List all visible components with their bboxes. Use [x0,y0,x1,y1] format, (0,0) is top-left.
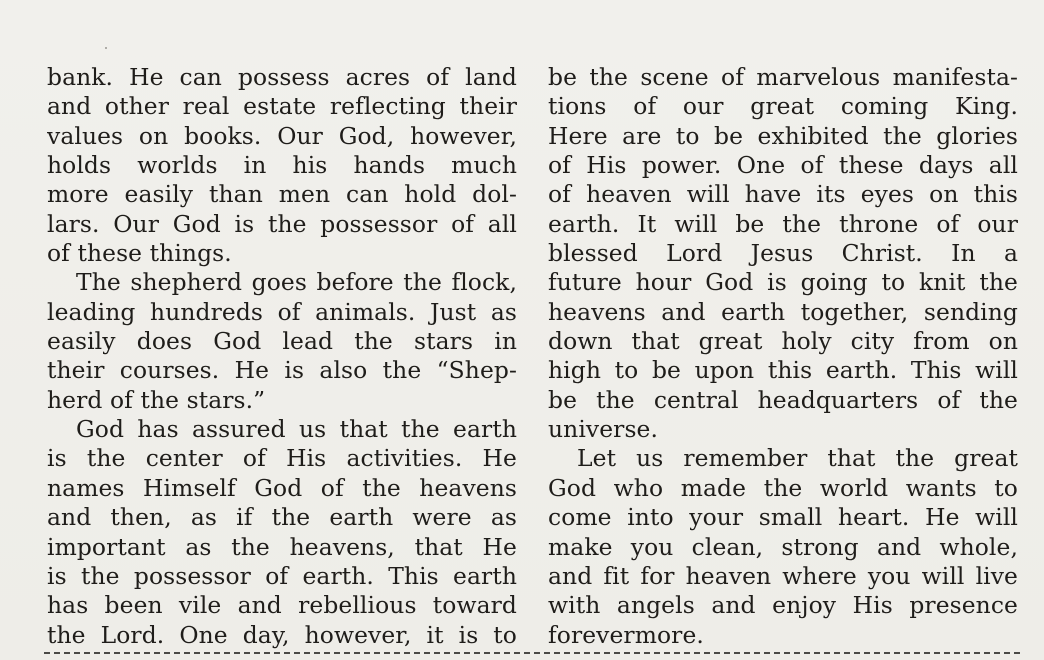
text-line: more easily than men can hold dol- [47,180,517,209]
text-line: their courses. He is also the “Shep- [47,356,517,385]
text-line: universe. [548,415,659,444]
text-line: and other real estate reflecting their [47,92,517,121]
text-line: The shepherd goes before the flock, [76,268,517,297]
text-line: blessed Lord Jesus Christ. In a [548,239,1018,268]
text-line: with angels and enjoy His presence [548,591,1018,620]
text-line: come into your small heart. He will [548,503,1018,532]
text-line: herd of the stars.” [47,385,266,414]
text-line: down that great holy city from on [548,327,1018,356]
text-line: easily does God lead the stars in [47,327,517,356]
text-line: lars. Our God is the possessor of all [47,209,517,238]
text-line: Here are to be exhibited the glories [548,121,1018,150]
text-line: of these things. [47,239,232,268]
text-line: high to be upon this earth. This will [548,356,1018,385]
text-line: important as the heavens, that He [47,532,517,561]
text-line: of His power. One of these days all [548,151,1018,180]
dashed-cut-line [44,652,1020,654]
text-line: make you clean, strong and whole, [548,532,1018,561]
text-line: is the possessor of earth. This earth [47,561,517,590]
text-line: be the central headquarters of the [548,385,1018,414]
text-line: God has assured us that the earth [76,415,517,444]
text-line: bank. He can possess acres of land [47,63,517,91]
text-line: heavens and earth together, sending [548,297,1018,326]
text-line: the Lord. One day, however, it is to [47,620,517,649]
text-line: forevermore. [548,620,704,649]
text-line: of heaven will have its eyes on this [548,180,1018,209]
text-line: values on books. Our God, however, [47,121,517,150]
text-column-right [548,63,1018,650]
text-line: is the center of His activities. He [47,444,517,473]
text-line: leading hundreds of animals. Just as [47,297,517,326]
paper-speck [105,47,107,49]
text-line: tions of our great coming King. [548,92,1018,121]
text-line: names Himself God of the heavens [47,473,517,502]
text-line: and then, as if the earth were as [47,503,517,532]
text-line: God who made the world wants to [548,473,1018,502]
text-line: future hour God is going to knit the [548,268,1018,297]
text-line: holds worlds in his hands much [47,151,517,180]
text-line: has been vile and rebellious toward [47,591,517,620]
text-line: earth. It will be the throne of our [548,209,1018,238]
text-line: and fit for heaven where you will live [548,561,1018,590]
text-line: be the scene of marvelous manifesta- [548,63,1018,91]
text-line: Let us remember that the great [577,444,1018,473]
text-column-left [47,63,517,650]
